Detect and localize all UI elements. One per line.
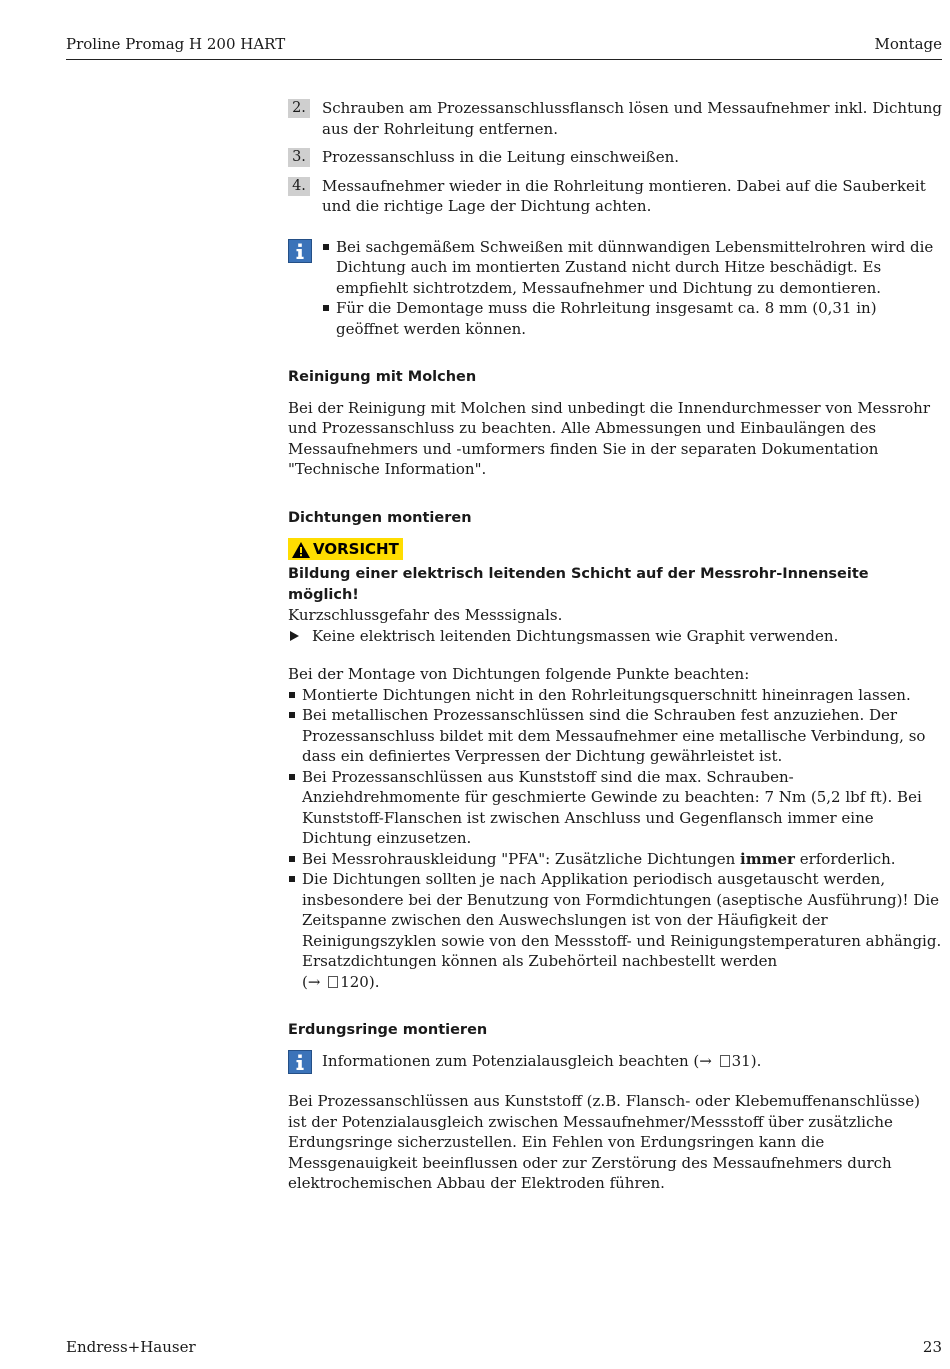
step-number: 2. — [288, 99, 310, 118]
list-item: Montierte Dichtungen nicht in den Rohrleitungsquerschnitt hineinragen lassen. — [288, 685, 943, 706]
page-footer — [66, 1338, 942, 1356]
emphasis: immer — [740, 849, 795, 868]
section-name: Montage — [874, 35, 942, 53]
step-number: 4. — [288, 177, 310, 196]
page-header — [66, 32, 942, 60]
list-item — [288, 849, 943, 870]
warning-title: Bildung einer elektrisch leitenden Schicht auf der Messrohr-Innenseite möglich! — [288, 566, 869, 603]
page-ref-close: ). — [368, 972, 380, 991]
document-title: Proline Promag H 200 HART — [66, 35, 286, 53]
section-heading-erdung: Erdungsringe montieren — [288, 1022, 488, 1038]
list-item: Bei metallischen Prozessanschlüssen sind die Schrauben fest anzuziehen. Der Prozessanschluss bildet mit dem Messaufnehmer eine metallische Verbindung, so dass ein definiertes Verpressen der Dichtung gewährleistet ist. — [288, 705, 943, 767]
page-ref-icon — [328, 976, 338, 988]
paragraph: Bei der Montage von Dichtungen folgende Punkte beachten: — [288, 665, 750, 683]
step-text: Schrauben am Prozessanschlussflansch lösen und Messaufnehmer inkl. Dichtung aus der Rohrleitung entfernen. — [322, 99, 943, 138]
page-ref-number[interactable]: 31 — [731, 1051, 751, 1070]
note-list — [322, 237, 943, 340]
list-text: Die Dichtungen sollten je nach Applikation periodisch ausgetauscht werden, insbesondere bei der Benutzung von Formdichtungen (aseptische Ausführung)! Die Zeitspanne zwischen den Auswechslungen ist von der Häufigkeit der Reinigungszyklen sowie von den Messstoff- und Reinigungstemperaturen abhängig. Ersatzdichtungen können als Zubehörteil nachbestellt werden — [302, 870, 942, 970]
list-item: Bei Prozessanschlüssen aus Kunststoff sind die max. Schrauben-Anziehdrehmomente für geschmierte Gewinde zu beachten: 7 Nm (5,2 lbf ft). Bei Kunststoff-Flanschen ist zwischen Anschluss und Gegenflansch immer eine Dichtung einzusetzen. — [288, 767, 943, 849]
paragraph: Bei der Reinigung mit Molchen sind unbedingt die Innendurchmesser von Messrohr und Prozessanschluss zu beachten. Alle Abmessungen und Einbaulängen des Messaufnehmers und -umformers finden Sie in der separaten Dokumentation "Technische Information". — [288, 398, 930, 478]
section-heading-molchen: Reinigung mit Molchen — [288, 369, 477, 385]
step-item — [288, 176, 943, 217]
step-text: Messaufnehmer wieder in die Rohrleitung montieren. Dabei auf die Sauberkeit und die richtige Lage der Dichtung achten. — [322, 176, 926, 215]
action-arrow-icon — [290, 631, 299, 641]
main-content — [288, 98, 943, 1194]
section-heading-dichtungen: Dichtungen montieren — [288, 509, 472, 526]
list-text: Bei Messrohrauskleidung "PFA": Zusätzliche Dichtungen — [302, 849, 741, 868]
list-item: Für die Demontage muss die Rohrleitung insgesamt ca. 8 mm (0,31 in) geöffnet werden können. — [322, 298, 943, 339]
info-icon — [288, 239, 312, 263]
page-number: 23 — [922, 1338, 942, 1356]
step-item — [288, 98, 943, 139]
step-item — [288, 147, 943, 168]
warning-action — [288, 626, 943, 647]
list-item: Bei sachgemäßem Schweißen mit dünnwandigen Lebensmittelrohren wird die Dichtung auch im montierten Zustand nicht durch Hitze beschädigt. Es empfiehlt sichtrotzdem, Messaufnehmer und Dichtung zu demontieren. — [322, 237, 943, 299]
page-ref-open: (→ — [302, 972, 326, 991]
list-item — [288, 869, 943, 992]
info-note — [288, 237, 943, 340]
note-text-end: ). — [750, 1051, 762, 1070]
warning-triangle-icon — [291, 541, 311, 559]
info-icon — [288, 1050, 312, 1074]
note-text: Informationen zum Potenzialausgleich beachten (→ — [322, 1051, 717, 1070]
page-ref-icon — [720, 1055, 730, 1067]
company-name: Endress+Hauser — [66, 1338, 196, 1356]
info-note — [288, 1051, 943, 1072]
gasket-list — [288, 685, 943, 993]
list-text: erforderlich. — [794, 849, 896, 868]
step-number: 3. — [288, 148, 310, 167]
step-text: Prozessanschluss in die Leitung einschweißen. — [322, 148, 680, 166]
action-text: Keine elektrisch leitenden Dichtungsmassen wie Graphit verwenden. — [312, 626, 839, 645]
caution-text: VORSICHT — [313, 540, 399, 559]
paragraph: Bei Prozessanschlüssen aus Kunststoff (z.B. Flansch- oder Klebemuffenanschlüsse) ist der Potenzialausgleich zwischen Messaufnehmer/Messstoff über zusätzliche Erdungsringe sicherzustellen. Ein Fehlen von Erdungsringen kann die Messgenauigkeit beeinflussen oder zur Zerstörung des Messaufnehmers durch elektrochemischen Abbau der Elektroden führen. — [288, 1092, 920, 1192]
warning-consequence: Kurzschlussgefahr des Messsignals. — [288, 606, 563, 624]
page-ref-number[interactable]: 120 — [340, 972, 369, 991]
caution-label — [288, 538, 403, 560]
